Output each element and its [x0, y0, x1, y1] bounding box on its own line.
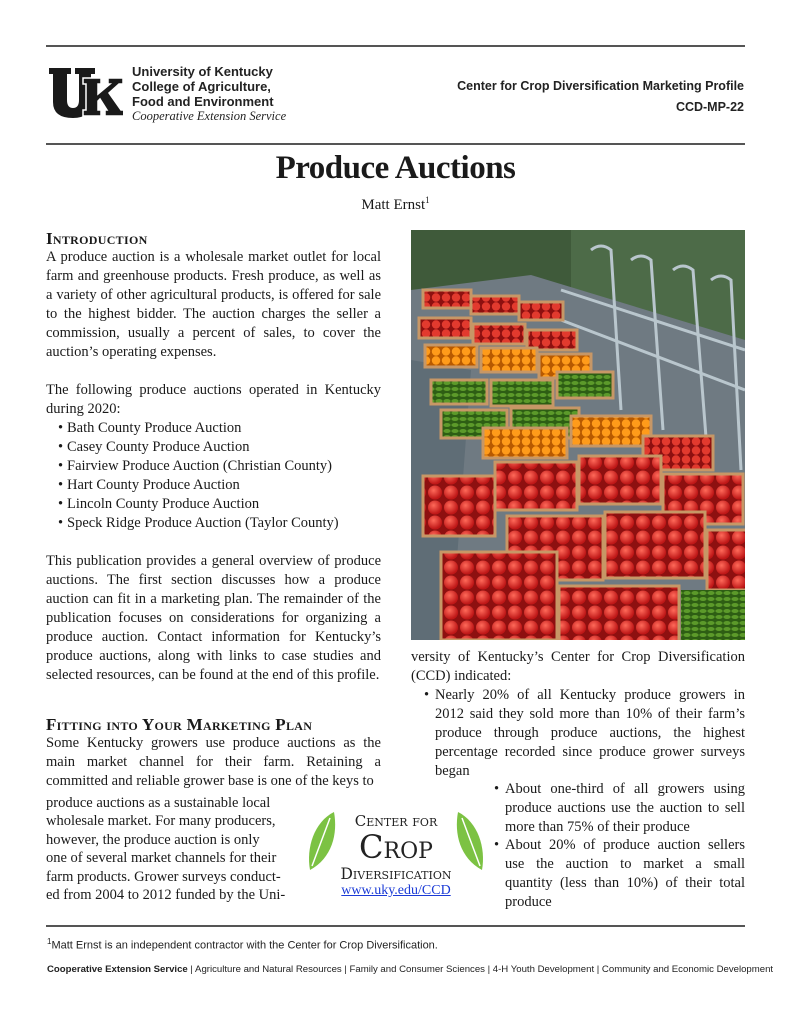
list-item: • Fairview Produce Auction (Christian County): [58, 457, 381, 476]
footnote-text: Matt Ernst is an independent contractor with the Center for Crop Diversification.: [51, 939, 438, 952]
footer-bold: Cooperative Extension Service: [47, 964, 188, 975]
org-name: [132, 64, 286, 124]
ccd-line-2: Crop: [359, 828, 433, 866]
college-line-1: College of Agriculture,: [132, 79, 271, 94]
author: [0, 195, 791, 214]
bullet-dot: •: [494, 781, 500, 797]
ccd-line-3: Diversification: [340, 865, 452, 883]
footnote-mark: 1: [47, 937, 52, 946]
author-footnote-mark: 1: [425, 195, 430, 205]
ccd-logo-graphic: [304, 808, 488, 888]
intro-heading: Introduction: [46, 229, 148, 248]
list-item: • Hart County Produce Auction: [58, 476, 381, 495]
intro-paragraph-3: This publication provides a general overview of produce auctions. The first section discusses how a produce auction can fit in a marketing plan. The remainder of the publication focuses on considerations for organizing a produce auction. Contact information for Kentucky’s produce auctions, along with links to case studies and selected resources, can be found at the end of this profile.: [46, 553, 381, 683]
right-leaf-icon: [457, 812, 483, 870]
left-leaf-icon: [309, 812, 335, 870]
list-item: • Casey County Produce Auction: [58, 438, 381, 457]
bullet-1-text: Nearly 20% of all Kentucky produce growers in 2012 said they sold more than 10% of their farm’s produce through produce auctions, the highest percentage recorded since produce grower surveys began: [435, 687, 745, 779]
ccd-website-link[interactable]: www.uky.edu/CCD: [341, 883, 451, 898]
intro-paragraph-2: The following produce auctions operated in Kentucky during 2020:: [46, 382, 381, 417]
text-line: one of several market channels for their: [46, 850, 277, 867]
right-column-text: [411, 648, 745, 686]
list-item: • Lincoln County Produce Auction: [58, 495, 381, 514]
college-line-2: Food and Environment: [132, 94, 274, 109]
list-item: • Bath County Produce Auction: [58, 419, 381, 438]
continuation-text: versity of Kentucky’s Center for Crop Diversification (CCD) indicated:: [411, 649, 745, 684]
bullet-2-text: About one-third of all growers using produce auctions use the auction to sell more than 75% of their produce: [505, 781, 745, 835]
list-item: • Speck Ridge Produce Auction (Taylor County): [58, 514, 381, 533]
produce-crates-photo: [411, 230, 745, 640]
uk-header-block: [47, 64, 286, 124]
ccd-line-1: Center for: [354, 812, 438, 830]
bullet-dot: •: [424, 687, 430, 703]
intro-section: [46, 229, 381, 685]
bullet-2: [494, 780, 745, 837]
bullet-3-text: About 20% of produce auction sellers use the auction to market a small quantity (less than 10%) of their total produce: [505, 837, 745, 910]
header-rule: [46, 143, 745, 145]
profile-code: CCD-MP-22: [675, 100, 744, 114]
bullet-3: [494, 836, 745, 912]
profile-series: Center for Crop Diversification Marketing Profile: [457, 79, 744, 93]
text-line: however, the produce auction is only: [46, 831, 260, 848]
university-name: University of Kentucky: [132, 64, 273, 79]
extension-service: Cooperative Extension Service: [132, 109, 287, 123]
text-line: ed from 2004 to 2012 funded by the Uni-: [46, 887, 286, 904]
profile-header: [457, 76, 744, 118]
auction-list: [46, 419, 381, 533]
produce-photo-drawing: [411, 230, 745, 640]
page-title: Produce Auctions: [275, 150, 516, 186]
fitting-narrow-text: [46, 794, 298, 904]
fitting-section: [46, 715, 381, 791]
footnote: [47, 937, 438, 952]
footer: [47, 964, 773, 975]
footnote-rule: [46, 925, 745, 927]
bullet-1: [424, 686, 745, 781]
intro-paragraph-1: A produce auction is a wholesale market outlet for local farm and greenhouse products. Fresh produce, as well as a variety of other agricultural products, is offered for sale to the highest bidder. The auction charges the seller a commission, usually a percent of sales, to cover the auction’s operating expenses.: [46, 249, 381, 360]
text-line: wholesale market. For many producers,: [46, 813, 276, 830]
top-rule: [46, 45, 745, 47]
fitting-paragraph: Some Kentucky growers use produce auctions as the main market channel for their farm. Retaining a committed and reliable grower base is one of the keys to: [46, 735, 381, 789]
bullet-dot: •: [494, 837, 500, 853]
author-name: Matt Ernst: [361, 197, 426, 213]
text-line: farm products. Grower surveys conduct-: [46, 868, 281, 885]
footer-programs: | Agriculture and Natural Resources | Family and Consumer Sciences | 4-H Youth Development | Community and Economic Development: [187, 964, 774, 975]
text-line: produce auctions as a sustainable local: [46, 795, 271, 811]
uk-logo-icon: [47, 64, 123, 120]
fitting-heading: Fitting into Your Marketing Plan: [46, 715, 313, 734]
